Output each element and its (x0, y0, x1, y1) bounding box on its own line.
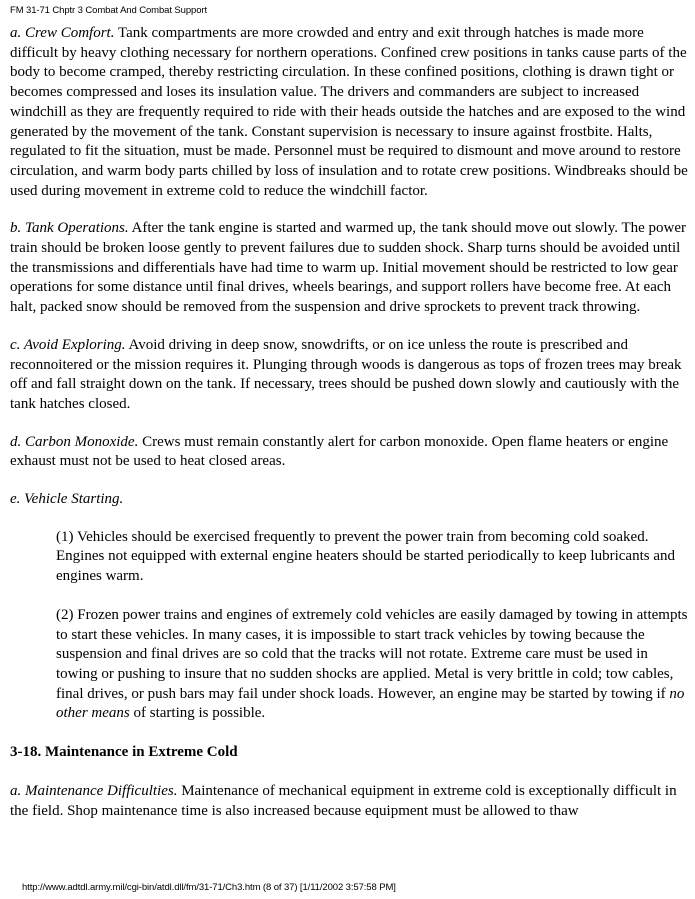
paragraph-label: c. Avoid Exploring. (10, 336, 126, 353)
paragraph-tank-operations (10, 219, 690, 318)
page-footer-url: http://www.adtdl.army.mil/cgi-bin/atdl.dll/fm/31-71/Ch3.htm (8 of 37) [1/11/2002 3:57:58 PM] (22, 882, 396, 893)
document-body (10, 24, 690, 839)
paragraph-avoid-exploring (10, 336, 690, 415)
paragraph-text: After the tank engine is started and warmed up, the tank should move out slowly. The power train should be broken loose gently to prevent failures due to sudden shock. Sharp turns should be avoided until the transmissions and differentials have had time to warm up. Initial movement should be restricted to low gear operations for some distance until final drives, wheels bearings, and support rollers have become free. At each halt, packed snow should be removed from the suspension and drive sprockets to prevent track throwing. (10, 220, 686, 316)
paragraph-maintenance-difficulties (10, 782, 690, 821)
paragraph-label: b. Tank Operations. (10, 220, 129, 237)
paragraph-label: d. Carbon Monoxide. (10, 433, 139, 450)
paragraph-carbon-monoxide (10, 433, 690, 472)
page-header: FM 31-71 Chptr 3 Combat And Combat Support (10, 5, 207, 16)
section-heading: 3-18. Maintenance in Extreme Cold (10, 744, 238, 761)
paragraph-text: Maintenance of mechanical equipment in extreme cold is exceptionally difficult in the field. Shop maintenance time is also increased because equipment must be allowed to thaw (10, 782, 677, 819)
paragraph-text: Avoid driving in deep snow, snowdrifts, or on ice unless the route is prescribed and reconnoitered or the mission requires it. Plunging through woods is dangerous as tops of frozen trees may break off and fall straight down on the tank. If necessary, trees should be pushed down slowly and cautiously with the tank hatches closed. (10, 336, 682, 412)
paragraph-text: (2) Frozen power trains and engines of extremely cold vehicles are easily damaged by towing in attempts to start these vehicles. In many cases, it is impossible to start track vehicles by towing because the suspension and final drives are so cold that the tracks will not rotate. Extreme care must be used in towing or pushing to insure that no sudden shocks are applied. Metal is very brittle in cold; tow cables, final drives, or push bars may fail under shock loads. However, an engine may be started by towing if (56, 606, 688, 702)
paragraph-text: (1) Vehicles should be exercised frequently to prevent the power train from becoming cold soaked. Engines not equipped with external engine heaters should be started periodically to keep lubricants and engines warm. (56, 528, 675, 585)
paragraph-text: Crews must remain constantly alert for carbon monoxide. Open flame heaters or engine exhaust must not be used to heat closed areas. (10, 433, 669, 470)
emphasis-text: no other means (56, 685, 685, 722)
subparagraph-vehicle-towing (56, 606, 690, 724)
paragraph-text: of starting is possible. (129, 705, 266, 722)
paragraph-label: a. Crew Comfort. (10, 25, 115, 41)
paragraph-label: e. Vehicle Starting. (10, 491, 124, 508)
paragraph-vehicle-starting (10, 490, 690, 510)
paragraph-label: a. Maintenance Difficulties. (10, 782, 178, 799)
paragraph-crew-comfort (10, 24, 690, 201)
paragraph-text: Tank compartments are more crowded and entry and exit through hatches is made more difficult by heavy clothing necessary for northern operations. Confined crew positions in tanks cause parts of the body to become cramped, thereby restricting circulation. In these confined positions, clothing is drawn tight or becomes compressed and loses its insulation value. The drivers and commanders are subject to increased windchill as they are frequently required to ride with their heads outside the hatches and are exposed to the wind generated by the movement of the tank. Constant supervision is necessary to insure against frostbite. Halts, regulated to fit the situation, must be made. Personnel must be required to dismount and move around to restore circulation, and warm body parts chilled by loss of insulation and to rotate crew positions. Windbreaks should be used during movement in extreme cold to reduce the windchill factor. (10, 25, 688, 199)
subparagraph-vehicle-exercise (56, 528, 690, 587)
